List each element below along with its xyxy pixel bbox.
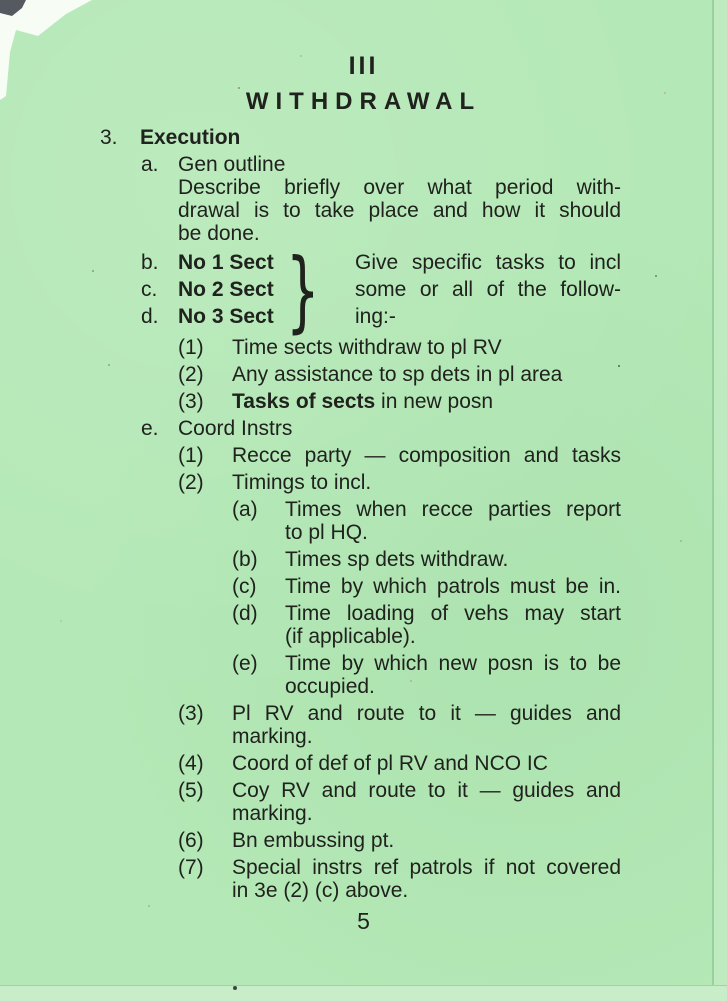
text-line: [100, 829, 621, 852]
bcd-brace-group: [100, 239, 621, 342]
item-label: e.: [141, 417, 159, 440]
line-text: Bn embussing pt.: [232, 829, 395, 852]
text-line: [100, 879, 621, 902]
line-text: Special instrs ref patrols if not covered: [232, 856, 621, 879]
line-text: Time by which patrols must be in.: [285, 575, 621, 598]
item-label: (b): [232, 548, 258, 571]
line-text: Tasks of sects in new posn: [232, 390, 494, 413]
brace-note-line: Give specific tasks to incl: [355, 251, 621, 274]
line-text: Recce party — composition and tasks: [232, 444, 621, 467]
item-label: (e): [232, 652, 258, 675]
text-line: [100, 856, 621, 879]
line-text: Any assistance to sp dets in pl area: [232, 363, 563, 386]
text-line: [100, 199, 621, 222]
text-line: [100, 417, 621, 440]
paper-speck: [148, 905, 150, 907]
brace-note-line: some or all of the follow-: [355, 278, 621, 301]
text-line: [100, 153, 621, 176]
line-text: Execution: [140, 126, 241, 149]
text-line: [100, 602, 621, 625]
text-line: [100, 126, 621, 149]
line-text: Time loading of vehs may start: [285, 602, 621, 625]
brace-note-line: ing:-: [355, 305, 396, 328]
text-line: [100, 444, 621, 467]
page-number: 5: [357, 908, 370, 934]
item-label: (4): [178, 752, 204, 775]
item-label: (2): [178, 471, 204, 494]
item-label: a.: [141, 153, 159, 176]
item-label: c.: [141, 278, 158, 301]
line-text: in 3e (2) (c) above.: [232, 879, 409, 902]
text-line: [100, 176, 621, 199]
text-line: [100, 521, 621, 544]
text-line: [100, 222, 621, 245]
text-line: [100, 675, 621, 698]
paper-speck: [655, 275, 657, 277]
text-line: [100, 390, 621, 413]
item-label: (c): [232, 575, 257, 598]
scan-right-edge-line: [712, 0, 714, 1000]
text-line: [100, 548, 621, 571]
text-line: [100, 363, 621, 386]
item-label: (7): [178, 856, 204, 879]
line-text: Coord Instrs: [178, 417, 293, 440]
line-text: Times sp dets withdraw.: [285, 548, 509, 571]
outline-part-1: [100, 126, 621, 245]
page-title: WITHDRAWAL: [245, 88, 482, 115]
line-text: Times when recce parties report: [285, 498, 621, 521]
scan-right-edge: [714, 0, 727, 1000]
text-line: [100, 725, 621, 748]
item-label: d.: [141, 305, 159, 328]
text-line: [100, 471, 621, 494]
line-text: to pl HQ.: [285, 521, 368, 544]
line-text: occupied.: [285, 675, 375, 698]
line-text: Coord of def of pl RV and NCO IC: [232, 752, 548, 775]
item-label: (2): [178, 363, 204, 386]
paper-speck: [233, 986, 237, 990]
text-line: [100, 652, 621, 675]
line-text: drawal is to take place and how it should: [178, 199, 621, 222]
item-label: (3): [178, 390, 204, 413]
line-text: Pl RV and route to it — guides and: [232, 702, 621, 725]
text-line: [100, 802, 621, 825]
item-text: No 1 Sect: [178, 251, 274, 274]
item-text: No 3 Sect: [178, 305, 274, 328]
paper-speck: [680, 540, 682, 542]
outline-content: [100, 126, 621, 902]
outline-part-2: [100, 336, 621, 902]
item-label: 3.: [100, 126, 118, 149]
line-text: be done.: [178, 222, 260, 245]
item-label: (1): [178, 444, 204, 467]
line-text: marking.: [232, 725, 313, 748]
text-line: [100, 336, 621, 359]
item-label: (3): [178, 702, 204, 725]
paper-speck: [92, 270, 94, 272]
text-line: [100, 702, 621, 725]
item-label: (6): [178, 829, 204, 852]
line-text: Gen outline: [178, 153, 286, 176]
line-text: Describe briefly over what period with-: [178, 176, 621, 199]
text-line: [100, 498, 621, 521]
item-label: (5): [178, 779, 204, 802]
brace-glyph: }: [286, 239, 320, 342]
line-text: Timings to incl.: [232, 471, 372, 494]
paper-speck: [60, 620, 62, 622]
line-text: marking.: [232, 802, 313, 825]
line-text: Time by which new posn is to be: [285, 652, 621, 675]
line-text: Time sects withdraw to pl RV: [232, 336, 502, 359]
item-label: (a): [232, 498, 258, 521]
text-line: [100, 752, 621, 775]
text-line: [100, 575, 621, 598]
text-line: [100, 779, 621, 802]
line-text: (if applicable).: [285, 625, 416, 648]
item-text: No 2 Sect: [178, 278, 274, 301]
text-line: [100, 625, 621, 648]
item-label: b.: [141, 251, 159, 274]
item-label: (1): [178, 336, 204, 359]
line-text: Coy RV and route to it — guides and: [232, 779, 621, 802]
scan-bottom-edge: [0, 985, 727, 1001]
torn-corner: [0, 0, 96, 102]
section-numeral: III: [348, 52, 379, 80]
item-label: (d): [232, 602, 258, 625]
